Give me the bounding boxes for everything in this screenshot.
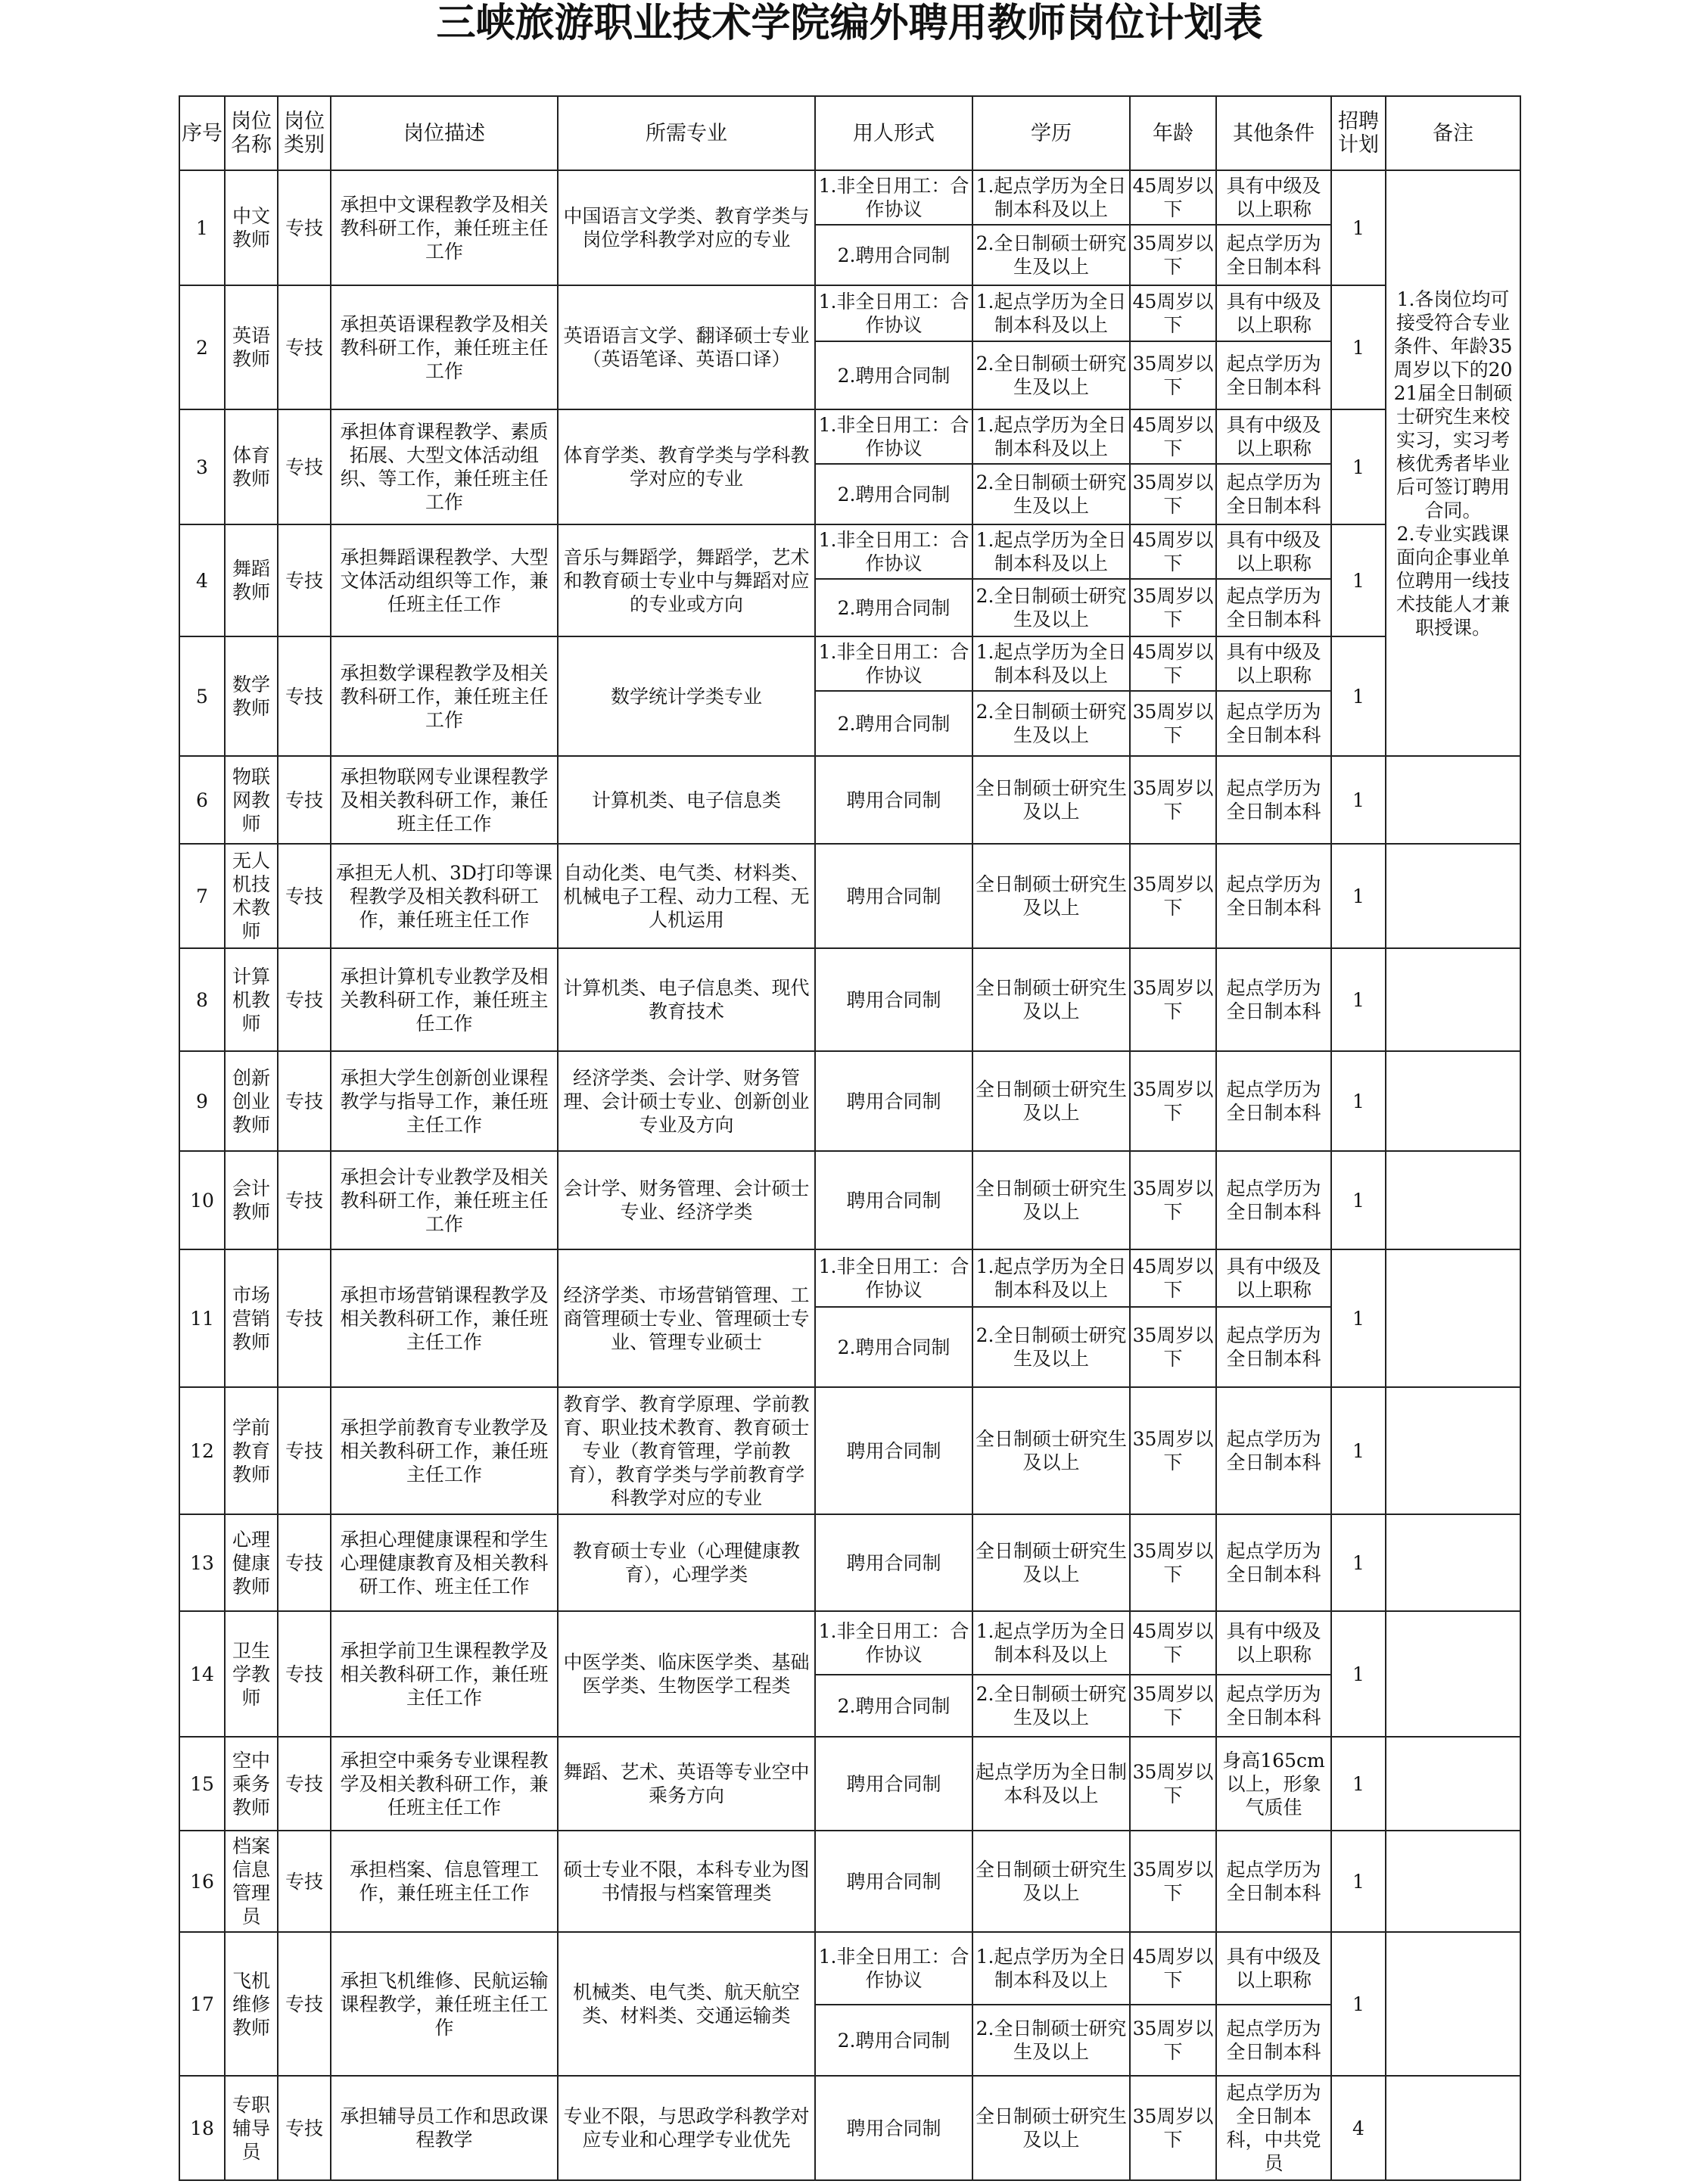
cell-remark-empty — [1386, 844, 1520, 948]
cell-age: 45周岁以下 — [1130, 636, 1216, 691]
cell-position-name: 无人机技术教师 — [225, 844, 278, 948]
header-other: 其他条件 — [1216, 96, 1331, 170]
cell-employment-form: 1.非全日用工：合作协议 — [815, 285, 972, 341]
cell-other-conditions: 起点学历为全日制本科 — [1216, 756, 1331, 844]
cell-other-conditions: 起点学历为全日制本科 — [1216, 948, 1331, 1051]
cell-employment-form: 2.聘用合同制 — [815, 691, 972, 756]
cell-age: 45周岁以下 — [1130, 1611, 1216, 1675]
cell-position-name: 市场营销教师 — [225, 1249, 278, 1387]
header-seq: 序号 — [179, 96, 225, 170]
cell-remark-empty — [1386, 2076, 1520, 2180]
table-row — [179, 524, 1520, 579]
table-row — [179, 756, 1520, 844]
cell-other-conditions: 起点学历为全日制本科 — [1216, 844, 1331, 948]
cell-position-name: 物联网教师 — [225, 756, 278, 844]
cell-remark-empty — [1386, 1611, 1520, 1737]
table-row — [179, 1051, 1520, 1151]
cell-description: 承担英语课程教学及相关教科研工作，兼任班主任工作 — [331, 285, 558, 409]
cell-position-name: 空中乘务教师 — [225, 1737, 278, 1831]
cell-description: 承担计算机专业教学及相关教科研工作，兼任班主任工作 — [331, 948, 558, 1051]
cell-seq: 3 — [179, 409, 225, 524]
cell-age: 45周岁以下 — [1130, 1249, 1216, 1307]
cell-position-name: 心理健康教师 — [225, 1514, 278, 1611]
cell-major: 音乐与舞蹈学，舞蹈学，艺术和教育硕士专业中与舞蹈对应的专业或方向 — [558, 524, 815, 636]
cell-major: 中国语言文学类、教育学类与岗位学科教学对应的专业 — [558, 170, 815, 285]
cell-seq: 1 — [179, 170, 225, 285]
cell-age: 45周岁以下 — [1130, 409, 1216, 464]
cell-position-name: 卫生学教师 — [225, 1611, 278, 1737]
cell-other-conditions: 起点学历为全日制本科 — [1216, 691, 1331, 756]
cell-category: 专技 — [278, 948, 331, 1051]
cell-position-name: 英语教师 — [225, 285, 278, 409]
cell-seq: 9 — [179, 1051, 225, 1151]
table-row — [179, 1249, 1520, 1307]
cell-education: 2.全日制硕士研究生及以上 — [972, 2005, 1130, 2076]
cell-plan-count: 1 — [1331, 756, 1386, 844]
cell-employment-form: 聘用合同制 — [815, 1151, 972, 1249]
cell-major: 自动化类、电气类、材料类、机械电子工程、动力工程、无人机运用 — [558, 844, 815, 948]
cell-description: 承担学前教育专业教学及相关教科研工作，兼任班主任工作 — [331, 1387, 558, 1514]
cell-other-conditions: 起点学历为全日制本科 — [1216, 1514, 1331, 1611]
cell-remark-empty — [1386, 1737, 1520, 1831]
cell-employment-form: 1.非全日用工：合作协议 — [815, 170, 972, 225]
cell-education: 全日制硕士研究生及以上 — [972, 1051, 1130, 1151]
cell-remark-empty — [1386, 1051, 1520, 1151]
table-row — [179, 285, 1520, 341]
cell-other-conditions: 具有中级及以上职称 — [1216, 1249, 1331, 1307]
cell-education: 2.全日制硕士研究生及以上 — [972, 1307, 1130, 1387]
cell-position-name: 计算机教师 — [225, 948, 278, 1051]
header-remark: 备注 — [1386, 96, 1520, 170]
cell-other-conditions: 具有中级及以上职称 — [1216, 409, 1331, 464]
cell-age: 35周岁以下 — [1130, 1514, 1216, 1611]
cell-age: 35周岁以下 — [1130, 1387, 1216, 1514]
cell-employment-form: 聘用合同制 — [815, 1514, 972, 1611]
cell-seq: 4 — [179, 524, 225, 636]
cell-category: 专技 — [278, 1249, 331, 1387]
table-row — [179, 409, 1520, 464]
cell-major: 教育硕士专业（心理健康教育），心理学类 — [558, 1514, 815, 1611]
cell-education: 全日制硕士研究生及以上 — [972, 1151, 1130, 1249]
cell-remark-empty — [1386, 1151, 1520, 1249]
cell-seq: 2 — [179, 285, 225, 409]
cell-employment-form: 聘用合同制 — [815, 1831, 972, 1932]
cell-education: 2.全日制硕士研究生及以上 — [972, 464, 1130, 524]
cell-employment-form: 2.聘用合同制 — [815, 579, 972, 636]
cell-education: 1.起点学历为全日制本科及以上 — [972, 1932, 1130, 2005]
cell-education: 全日制硕士研究生及以上 — [972, 844, 1130, 948]
cell-major: 体育学类、教育学类与学科教学对应的专业 — [558, 409, 815, 524]
cell-remark-empty — [1386, 756, 1520, 844]
cell-employment-form: 2.聘用合同制 — [815, 464, 972, 524]
cell-education: 2.全日制硕士研究生及以上 — [972, 691, 1130, 756]
cell-other-conditions: 起点学历为全日制本科 — [1216, 1151, 1331, 1249]
cell-other-conditions: 起点学历为全日制本科 — [1216, 341, 1331, 409]
cell-seq: 12 — [179, 1387, 225, 1514]
cell-description: 承担学前卫生课程教学及相关教科研工作，兼任班主任工作 — [331, 1611, 558, 1737]
cell-other-conditions: 具有中级及以上职称 — [1216, 285, 1331, 341]
cell-major: 会计学、财务管理、会计硕士专业、经济学类 — [558, 1151, 815, 1249]
cell-education: 2.全日制硕士研究生及以上 — [972, 225, 1130, 285]
cell-major: 中医学类、临床医学类、基础医学类、生物医学工程类 — [558, 1611, 815, 1737]
cell-description: 承担数学课程教学及相关教科研工作，兼任班主任工作 — [331, 636, 558, 756]
cell-employment-form: 聘用合同制 — [815, 2076, 972, 2180]
cell-plan-count: 1 — [1331, 1387, 1386, 1514]
cell-remark: 1.各岗位均可接受符合专业条件、年龄35周岁以下的2021届全日制硕士研究生来校实习，实习考核优秀者毕业后可签订聘用合同。 2.专业实践课面向企事业单位聘用一线技术技能人才兼职授课。 — [1386, 170, 1520, 756]
cell-description: 承担飞机维修、民航运输课程教学，兼任班主任工作 — [331, 1932, 558, 2076]
cell-employment-form: 聘用合同制 — [815, 756, 972, 844]
cell-position-name: 会计教师 — [225, 1151, 278, 1249]
cell-seq: 18 — [179, 2076, 225, 2180]
cell-position-name: 体育教师 — [225, 409, 278, 524]
page-title: 三峡旅游职业技术学院编外聘用教师岗位计划表 — [436, 0, 1263, 46]
table-row — [179, 1611, 1520, 1675]
cell-education: 全日制硕士研究生及以上 — [972, 756, 1130, 844]
cell-position-name: 创新创业教师 — [225, 1051, 278, 1151]
cell-position-name: 专职辅导员 — [225, 2076, 278, 2180]
cell-description: 承担心理健康课程和学生心理健康教育及相关教科研工作、班主任工作 — [331, 1514, 558, 1611]
cell-plan-count: 4 — [1331, 2076, 1386, 2180]
cell-age: 35周岁以下 — [1130, 2005, 1216, 2076]
header-edu: 学历 — [972, 96, 1130, 170]
table-row — [179, 2076, 1520, 2180]
cell-plan-count: 1 — [1331, 1051, 1386, 1151]
cell-education: 1.起点学历为全日制本科及以上 — [972, 409, 1130, 464]
cell-category: 专技 — [278, 1737, 331, 1831]
cell-employment-form: 2.聘用合同制 — [815, 341, 972, 409]
cell-education: 1.起点学历为全日制本科及以上 — [972, 1249, 1130, 1307]
cell-age: 35周岁以下 — [1130, 2076, 1216, 2180]
cell-category: 专技 — [278, 1932, 331, 2076]
cell-age: 35周岁以下 — [1130, 691, 1216, 756]
cell-plan-count: 1 — [1331, 1932, 1386, 2076]
cell-age: 35周岁以下 — [1130, 1151, 1216, 1249]
cell-remark-empty — [1386, 948, 1520, 1051]
cell-position-name: 数学教师 — [225, 636, 278, 756]
cell-other-conditions: 身高165cm以上，形象气质佳 — [1216, 1737, 1331, 1831]
cell-education: 全日制硕士研究生及以上 — [972, 2076, 1130, 2180]
cell-employment-form: 聘用合同制 — [815, 1051, 972, 1151]
cell-description: 承担档案、信息管理工作，兼任班主任工作 — [331, 1831, 558, 1932]
cell-plan-count: 1 — [1331, 1151, 1386, 1249]
cell-position-name: 学前教育教师 — [225, 1387, 278, 1514]
cell-age: 35周岁以下 — [1130, 579, 1216, 636]
cell-age: 35周岁以下 — [1130, 225, 1216, 285]
cell-major: 硕士专业不限，本科专业为图书情报与档案管理类 — [558, 1831, 815, 1932]
cell-position-name: 中文教师 — [225, 170, 278, 285]
header-major: 所需专业 — [558, 96, 815, 170]
cell-position-name: 档案信息管理员 — [225, 1831, 278, 1932]
table-row — [179, 948, 1520, 1051]
cell-category: 专技 — [278, 1514, 331, 1611]
cell-remark-empty — [1386, 1932, 1520, 2076]
cell-plan-count: 1 — [1331, 1611, 1386, 1737]
cell-major: 教育学、教育学原理、学前教育、职业技术教育、教育硕士专业（教育管理，学前教育），教育学类与学前教育学科教学对应的专业 — [558, 1387, 815, 1514]
cell-age: 35周岁以下 — [1130, 1051, 1216, 1151]
cell-age: 45周岁以下 — [1130, 170, 1216, 225]
cell-education: 1.起点学历为全日制本科及以上 — [972, 524, 1130, 579]
header-desc: 岗位描述 — [331, 96, 558, 170]
cell-education: 全日制硕士研究生及以上 — [972, 1514, 1130, 1611]
cell-education: 1.起点学历为全日制本科及以上 — [972, 1611, 1130, 1675]
cell-major: 舞蹈、艺术、英语等专业空中乘务方向 — [558, 1737, 815, 1831]
cell-seq: 13 — [179, 1514, 225, 1611]
cell-remark-empty — [1386, 1249, 1520, 1387]
cell-employment-form: 1.非全日用工：合作协议 — [815, 409, 972, 464]
cell-description: 承担无人机、3D打印等课程教学及相关教科研工作，兼任班主任工作 — [331, 844, 558, 948]
cell-employment-form: 聘用合同制 — [815, 844, 972, 948]
cell-description: 承担体育课程教学、素质拓展、大型文体活动组织、等工作，兼任班主任工作 — [331, 409, 558, 524]
cell-age: 45周岁以下 — [1130, 285, 1216, 341]
cell-description: 承担辅导员工作和思政课程教学 — [331, 2076, 558, 2180]
cell-age: 35周岁以下 — [1130, 1737, 1216, 1831]
cell-major: 数学统计学类专业 — [558, 636, 815, 756]
cell-age: 35周岁以下 — [1130, 1831, 1216, 1932]
cell-employment-form: 聘用合同制 — [815, 1737, 972, 1831]
cell-remark-empty — [1386, 1514, 1520, 1611]
cell-employment-form: 1.非全日用工：合作协议 — [815, 636, 972, 691]
cell-education: 1.起点学历为全日制本科及以上 — [972, 636, 1130, 691]
cell-position-name: 飞机维修教师 — [225, 1932, 278, 2076]
cell-category: 专技 — [278, 2076, 331, 2180]
cell-seq: 7 — [179, 844, 225, 948]
cell-plan-count: 1 — [1331, 844, 1386, 948]
cell-category: 专技 — [278, 636, 331, 756]
cell-plan-count: 1 — [1331, 170, 1386, 285]
cell-category: 专技 — [278, 756, 331, 844]
cell-employment-form: 1.非全日用工：合作协议 — [815, 1249, 972, 1307]
cell-category: 专技 — [278, 285, 331, 409]
cell-employment-form: 聘用合同制 — [815, 948, 972, 1051]
table-row — [179, 844, 1520, 948]
cell-major: 专业不限，与思政学科教学对应专业和心理学专业优先 — [558, 2076, 815, 2180]
cell-other-conditions: 起点学历为全日制本科 — [1216, 464, 1331, 524]
cell-seq: 17 — [179, 1932, 225, 2076]
cell-employment-form: 1.非全日用工：合作协议 — [815, 524, 972, 579]
cell-plan-count: 1 — [1331, 1737, 1386, 1831]
cell-other-conditions: 具有中级及以上职称 — [1216, 1611, 1331, 1675]
cell-other-conditions: 起点学历为全日制本科 — [1216, 1307, 1331, 1387]
cell-seq: 14 — [179, 1611, 225, 1737]
table-row — [179, 1831, 1520, 1932]
cell-category: 专技 — [278, 1831, 331, 1932]
cell-employment-form: 2.聘用合同制 — [815, 2005, 972, 2076]
cell-seq: 8 — [179, 948, 225, 1051]
cell-age: 35周岁以下 — [1130, 464, 1216, 524]
cell-employment-form: 1.非全日用工：合作协议 — [815, 1932, 972, 2005]
cell-seq: 11 — [179, 1249, 225, 1387]
cell-employment-form: 2.聘用合同制 — [815, 225, 972, 285]
cell-education: 全日制硕士研究生及以上 — [972, 948, 1130, 1051]
cell-remark-empty — [1386, 1387, 1520, 1514]
cell-age: 45周岁以下 — [1130, 1932, 1216, 2005]
cell-age: 35周岁以下 — [1130, 1307, 1216, 1387]
cell-education: 全日制硕士研究生及以上 — [972, 1831, 1130, 1932]
cell-other-conditions: 起点学历为全日制本科 — [1216, 1051, 1331, 1151]
cell-category: 专技 — [278, 1051, 331, 1151]
cell-other-conditions: 具有中级及以上职称 — [1216, 1932, 1331, 2005]
table-row — [179, 170, 1520, 225]
cell-description: 承担市场营销课程教学及相关教科研工作，兼任班主任工作 — [331, 1249, 558, 1387]
cell-other-conditions: 起点学历为全日制本科 — [1216, 579, 1331, 636]
cell-category: 专技 — [278, 1611, 331, 1737]
cell-other-conditions: 具有中级及以上职称 — [1216, 636, 1331, 691]
table-row — [179, 1514, 1520, 1611]
cell-education: 1.起点学历为全日制本科及以上 — [972, 170, 1130, 225]
cell-seq: 6 — [179, 756, 225, 844]
cell-plan-count: 1 — [1331, 285, 1386, 409]
cell-remark-empty — [1386, 1831, 1520, 1932]
cell-education: 全日制硕士研究生及以上 — [972, 1387, 1130, 1514]
cell-major: 计算机类、电子信息类、现代教育技术 — [558, 948, 815, 1051]
cell-other-conditions: 起点学历为全日制本科 — [1216, 1675, 1331, 1737]
cell-education: 2.全日制硕士研究生及以上 — [972, 1675, 1130, 1737]
header-form: 用人形式 — [815, 96, 972, 170]
cell-age: 35周岁以下 — [1130, 948, 1216, 1051]
cell-education: 2.全日制硕士研究生及以上 — [972, 579, 1130, 636]
cell-seq: 15 — [179, 1737, 225, 1831]
cell-category: 专技 — [278, 1387, 331, 1514]
cell-other-conditions: 起点学历为全日制本科，中共党员 — [1216, 2076, 1331, 2180]
cell-plan-count: 1 — [1331, 1249, 1386, 1387]
cell-category: 专技 — [278, 409, 331, 524]
cell-description: 承担大学生创新创业课程教学与指导工作，兼任班主任工作 — [331, 1051, 558, 1151]
cell-employment-form: 聘用合同制 — [815, 1387, 972, 1514]
cell-major: 经济学类、市场营销管理、工商管理硕士专业、管理硕士专业、管理专业硕士 — [558, 1249, 815, 1387]
cell-category: 专技 — [278, 844, 331, 948]
table-row — [179, 1387, 1520, 1514]
cell-plan-count: 1 — [1331, 524, 1386, 636]
cell-age: 35周岁以下 — [1130, 341, 1216, 409]
position-plan-table — [179, 95, 1521, 2181]
table-row — [179, 1932, 1520, 2005]
cell-description: 承担舞蹈课程教学、大型文体活动组织等工作，兼任班主任工作 — [331, 524, 558, 636]
cell-category: 专技 — [278, 1151, 331, 1249]
cell-description: 承担空中乘务专业课程教学及相关教科研工作，兼任班主任工作 — [331, 1737, 558, 1831]
header-age: 年龄 — [1130, 96, 1216, 170]
cell-age: 35周岁以下 — [1130, 756, 1216, 844]
cell-employment-form: 2.聘用合同制 — [815, 1675, 972, 1737]
cell-major: 计算机类、电子信息类 — [558, 756, 815, 844]
cell-major: 英语语言文学、翻译硕士专业（英语笔译、英语口译） — [558, 285, 815, 409]
cell-other-conditions: 具有中级及以上职称 — [1216, 170, 1331, 225]
header-plan: 招聘计划 — [1331, 96, 1386, 170]
cell-employment-form: 1.非全日用工：合作协议 — [815, 1611, 972, 1675]
cell-plan-count: 1 — [1331, 948, 1386, 1051]
cell-education: 1.起点学历为全日制本科及以上 — [972, 285, 1130, 341]
header-name: 岗位名称 — [225, 96, 278, 170]
cell-category: 专技 — [278, 170, 331, 285]
table-row — [179, 636, 1520, 691]
table-row — [179, 1737, 1520, 1831]
cell-plan-count: 1 — [1331, 1831, 1386, 1932]
cell-category: 专技 — [278, 524, 331, 636]
cell-description: 承担会计专业教学及相关教科研工作，兼任班主任工作 — [331, 1151, 558, 1249]
cell-age: 35周岁以下 — [1130, 1675, 1216, 1737]
header-row — [179, 96, 1520, 170]
cell-major: 经济学类、会计学、财务管理、会计硕士专业、创新创业专业及方向 — [558, 1051, 815, 1151]
table-body — [179, 170, 1520, 2180]
cell-employment-form: 2.聘用合同制 — [815, 1307, 972, 1387]
cell-description: 承担物联网专业课程教学及相关教科研工作，兼任班主任工作 — [331, 756, 558, 844]
cell-other-conditions: 具有中级及以上职称 — [1216, 524, 1331, 579]
table-row — [179, 1151, 1520, 1249]
cell-plan-count: 1 — [1331, 636, 1386, 756]
cell-position-name: 舞蹈教师 — [225, 524, 278, 636]
cell-description: 承担中文课程教学及相关教科研工作，兼任班主任工作 — [331, 170, 558, 285]
cell-other-conditions: 起点学历为全日制本科 — [1216, 1831, 1331, 1932]
cell-plan-count: 1 — [1331, 409, 1386, 524]
cell-seq: 10 — [179, 1151, 225, 1249]
cell-other-conditions: 起点学历为全日制本科 — [1216, 1387, 1331, 1514]
cell-education: 起点学历为全日制本科及以上 — [972, 1737, 1130, 1831]
cell-plan-count: 1 — [1331, 1514, 1386, 1611]
cell-age: 35周岁以下 — [1130, 844, 1216, 948]
header-category: 岗位类别 — [278, 96, 331, 170]
cell-seq: 16 — [179, 1831, 225, 1932]
cell-seq: 5 — [179, 636, 225, 756]
cell-other-conditions: 起点学历为全日制本科 — [1216, 2005, 1331, 2076]
cell-major: 机械类、电气类、航天航空类、材料类、交通运输类 — [558, 1932, 815, 2076]
cell-other-conditions: 起点学历为全日制本科 — [1216, 225, 1331, 285]
cell-age: 45周岁以下 — [1130, 524, 1216, 579]
cell-education: 2.全日制硕士研究生及以上 — [972, 341, 1130, 409]
